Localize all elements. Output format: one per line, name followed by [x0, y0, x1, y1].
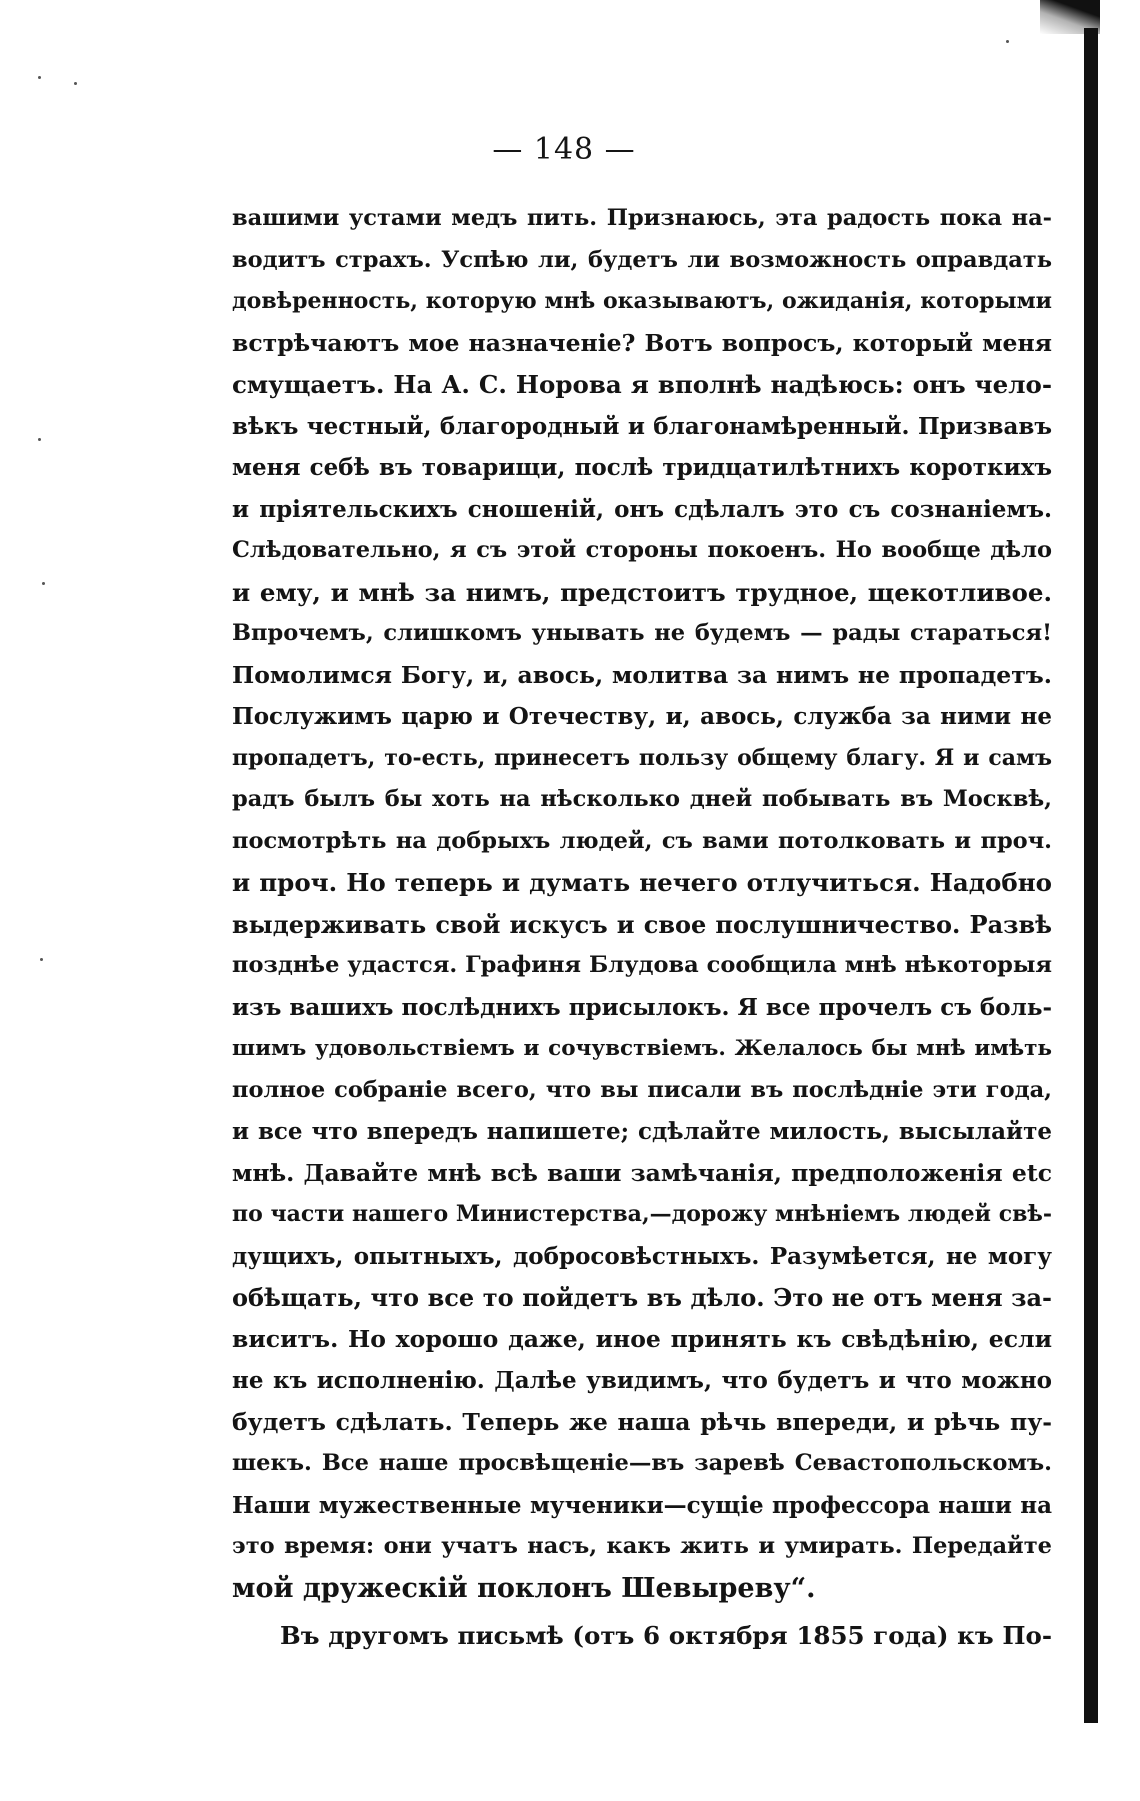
body-text — [232, 198, 1052, 1657]
text-line: вашими устами медъ пить. Признаюсь, эта радость пока на- — [232, 205, 1052, 231]
scan-speck — [1006, 40, 1009, 43]
scan-speck — [40, 958, 43, 961]
text-line: вѣкъ честный, благородный и благонамѣренный. Призвавъ — [232, 412, 1052, 440]
text-line: виситъ. Но хорошо даже, иное принять къ свѣдѣнію, если — [232, 1324, 1052, 1353]
page-number-text: — 148 — — [492, 132, 636, 167]
text-line: обѣщать, что все то пойдетъ въ дѣло. Это не отъ меня за- — [232, 1283, 1052, 1312]
next-paragraph-line: Въ другомъ письмѣ (отъ 6 октября 1855 года) къ По- — [280, 1621, 1052, 1650]
text-line: Наши мужественные мученики—сущіе профессора наши на — [232, 1491, 1052, 1519]
text-line: довѣренность, которую мнѣ оказываютъ, ожиданія, которыми — [232, 288, 1052, 314]
text-line: будетъ сдѣлать. Теперь же наша рѣчь впереди, и рѣчь пу- — [232, 1407, 1052, 1436]
text-line: меня себѣ въ товарищи, послѣ тридцатилѣтнихъ короткихъ — [232, 454, 1052, 481]
text-line: изъ вашихъ послѣднихъ присылокъ. Я все прочелъ съ боль- — [232, 993, 1052, 1021]
text-line: встрѣчаютъ мое назначеніе? Вотъ вопросъ, который меня — [232, 328, 1052, 357]
scan-speck — [38, 76, 41, 79]
text-line: полное собраніе всего, что вы писали въ послѣдніе эти года, — [232, 1076, 1052, 1103]
text-line: и ему, и мнѣ за нимъ, предстоитъ трудное, щекотливое. — [232, 577, 1052, 607]
text-line: пропадетъ, то-есть, принесетъ пользу общему благу. Я и самъ — [232, 744, 1052, 771]
text-line: Слѣдовательно, я съ этой стороны покоенъ. Но вообще дѣло — [232, 537, 1052, 563]
text-line: дущихъ, опытныхъ, добросовѣстныхъ. Разумѣется, не могу — [232, 1242, 1052, 1270]
scan-speck — [42, 582, 45, 585]
text-line: шимъ удовольствіемъ и сочувствіемъ. Желалось бы мнѣ имѣть — [232, 1036, 1052, 1061]
text-line: Помолимся Богу, и, авось, молитва за нимъ не пропадетъ. — [232, 660, 1052, 689]
text-line: посмотрѣть на добрыхъ людей, съ вами потолковать и проч. — [232, 827, 1052, 854]
text-line: Впрочемъ, слишкомъ унывать не будемъ — рады стараться! — [232, 620, 1052, 646]
text-line: и все что впередъ напишете; сдѣлайте милость, высылайте — [232, 1118, 1052, 1145]
scan-edge-shadow — [1084, 28, 1098, 1723]
text-line: выдерживать свой искусъ и свое послушничество. Развѣ — [232, 909, 1052, 939]
text-line: мнѣ. Давайте мнѣ всѣ ваши замѣчанія, предположенія etc — [232, 1158, 1052, 1187]
text-line: и проч. Но теперь и думать нечего отлучиться. Надобно — [232, 868, 1052, 897]
text-line: радъ былъ бы хоть на нѣсколько дней побывать въ Москвѣ, — [232, 786, 1052, 812]
text-line: и пріятельскихъ сношеній, онъ сдѣлалъ это съ сознаніемъ. — [232, 495, 1052, 523]
text-line: по части нашего Министерства,—дорожу мнѣніемъ людей свѣ- — [232, 1201, 1052, 1227]
text-line: шекъ. Все наше просвѣщеніе—въ заревѣ Севастопольскомъ. — [232, 1450, 1052, 1476]
text-line: это время: они учатъ насъ, какъ жить и умирать. Передайте — [232, 1533, 1052, 1559]
text-line: смущаетъ. На А. С. Норова я вполнѣ надѣюсь: онъ чело- — [232, 370, 1052, 399]
text-line: мой дружескій поклонъ Шевыреву“. — [232, 1572, 816, 1604]
page-number — [0, 132, 1140, 167]
scan-speck — [74, 82, 77, 85]
text-line: позднѣе удастся. Графиня Блудова сообщила мнѣ нѣкоторыя — [232, 952, 1052, 978]
text-line: водитъ страхъ. Успѣю ли, будетъ ли возможность оправдать — [232, 246, 1052, 273]
scan-speck — [38, 438, 41, 441]
text-line: не къ исполненію. Далѣе увидимъ, что будетъ и что можно — [232, 1367, 1052, 1394]
text-line: Послужимъ царю и Отечеству, и, авось, служба за ними не — [232, 703, 1052, 730]
